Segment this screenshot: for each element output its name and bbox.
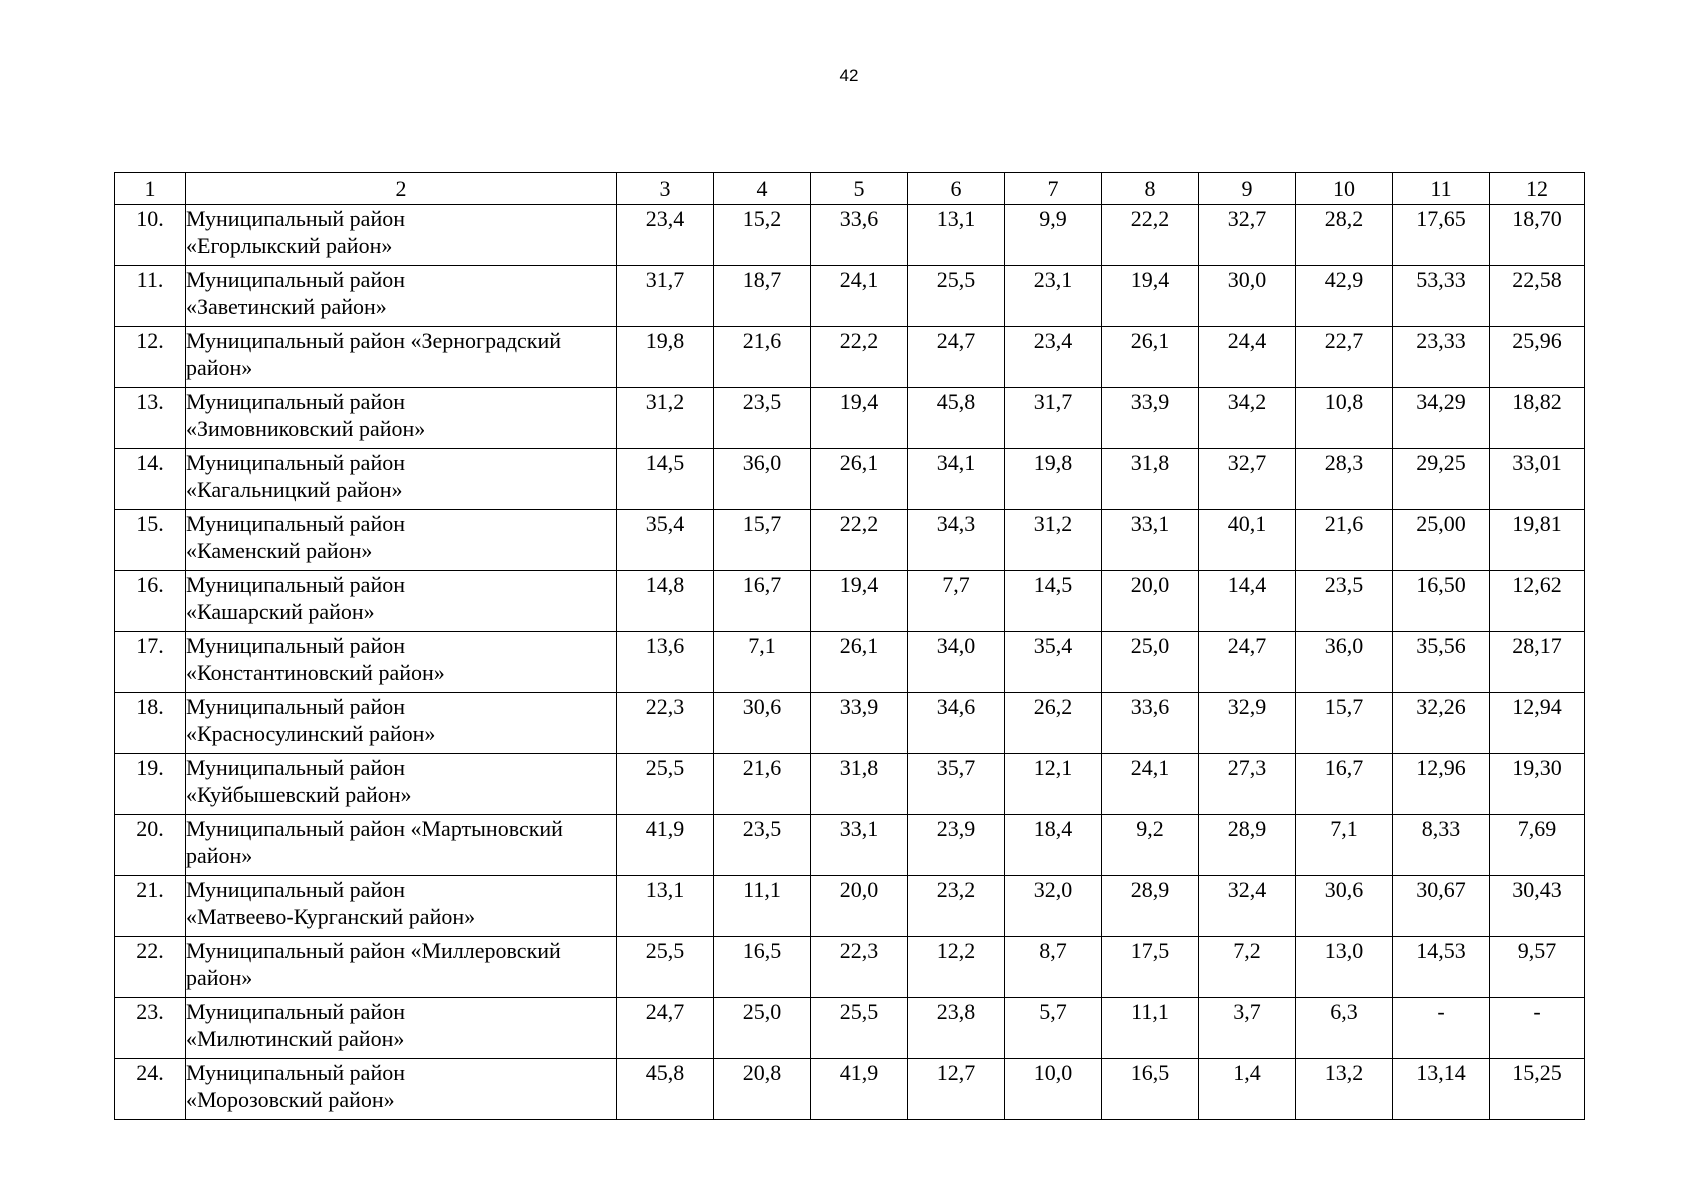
value-cell: 34,29 [1393, 388, 1490, 449]
column-header: 5 [811, 173, 908, 205]
district-name-line: «Матвеево-Курганский район» [186, 904, 476, 929]
value-cell: 36,0 [714, 449, 811, 510]
value-cell: 14,4 [1199, 571, 1296, 632]
district-name-line: «Кашарский район» [186, 599, 375, 624]
value-cell: 20,0 [811, 876, 908, 937]
table-row [115, 266, 1585, 327]
district-name-line: Муниципальный район «Мартыновский [186, 816, 563, 841]
value-cell: 9,57 [1490, 937, 1585, 998]
value-cell: 33,6 [811, 205, 908, 266]
column-header: 7 [1005, 173, 1102, 205]
district-name-line: «Куйбышевский район» [186, 782, 412, 807]
value-cell: 28,3 [1296, 449, 1393, 510]
value-cell: 23,33 [1393, 327, 1490, 388]
value-cell: 13,1 [908, 205, 1005, 266]
district-name [186, 266, 617, 327]
value-cell: 13,0 [1296, 937, 1393, 998]
district-name-line: Муниципальный район [186, 206, 405, 231]
value-cell: 27,3 [1199, 754, 1296, 815]
table-row [115, 632, 1585, 693]
district-name-line: «Егорлыкский район» [186, 233, 393, 258]
value-cell: 28,9 [1199, 815, 1296, 876]
value-cell: 22,7 [1296, 327, 1393, 388]
row-number: 18. [115, 693, 186, 754]
row-number: 14. [115, 449, 186, 510]
value-cell: 33,9 [811, 693, 908, 754]
row-number: 21. [115, 876, 186, 937]
district-name [186, 693, 617, 754]
value-cell: 25,96 [1490, 327, 1585, 388]
value-cell: 32,0 [1005, 876, 1102, 937]
value-cell: 16,5 [714, 937, 811, 998]
district-name-line: Муниципальный район «Зерноградский [186, 328, 562, 353]
value-cell: 16,7 [714, 571, 811, 632]
value-cell: 41,9 [811, 1059, 908, 1120]
value-cell: 21,6 [1296, 510, 1393, 571]
district-name-line: «Морозовский район» [186, 1087, 395, 1112]
table-row [115, 754, 1585, 815]
district-name-line: Муниципальный район [186, 267, 405, 292]
district-name-line: «Красносулинский район» [186, 721, 436, 746]
row-number: 19. [115, 754, 186, 815]
value-cell: 23,9 [908, 815, 1005, 876]
value-cell: 14,8 [617, 571, 714, 632]
value-cell: 25,5 [617, 754, 714, 815]
district-name [186, 510, 617, 571]
value-cell: 7,69 [1490, 815, 1585, 876]
value-cell: 22,2 [811, 510, 908, 571]
district-name-line: район» [186, 965, 253, 990]
value-cell: 12,62 [1490, 571, 1585, 632]
district-name [186, 327, 617, 388]
district-name-line: «Заветинский район» [186, 294, 387, 319]
value-cell: 13,2 [1296, 1059, 1393, 1120]
table-row [115, 693, 1585, 754]
row-number: 11. [115, 266, 186, 327]
value-cell: 12,94 [1490, 693, 1585, 754]
value-cell: 15,2 [714, 205, 811, 266]
column-header: 6 [908, 173, 1005, 205]
value-cell: 24,7 [1199, 632, 1296, 693]
value-cell: 33,1 [811, 815, 908, 876]
column-header: 12 [1490, 173, 1585, 205]
value-cell: 16,7 [1296, 754, 1393, 815]
value-cell: 25,5 [617, 937, 714, 998]
value-cell: 31,8 [811, 754, 908, 815]
value-cell: 8,33 [1393, 815, 1490, 876]
value-cell: 23,8 [908, 998, 1005, 1059]
value-cell: 32,7 [1199, 205, 1296, 266]
value-cell: 29,25 [1393, 449, 1490, 510]
district-name-line: Муниципальный район [186, 1060, 405, 1085]
table-row [115, 876, 1585, 937]
value-cell: 41,9 [617, 815, 714, 876]
district-name [186, 205, 617, 266]
value-cell: 25,00 [1393, 510, 1490, 571]
value-cell: 45,8 [908, 388, 1005, 449]
district-name-line: «Милютинский район» [186, 1026, 405, 1051]
table-body [115, 205, 1585, 1120]
value-cell: 30,6 [1296, 876, 1393, 937]
value-cell: 26,1 [811, 449, 908, 510]
column-header: 1 [115, 173, 186, 205]
district-name [186, 388, 617, 449]
value-cell: 25,0 [1102, 632, 1199, 693]
column-header: 2 [186, 173, 617, 205]
value-cell: 18,4 [1005, 815, 1102, 876]
page-number: 42 [839, 66, 859, 85]
value-cell: 7,1 [714, 632, 811, 693]
value-cell: 26,1 [811, 632, 908, 693]
value-cell: 10,8 [1296, 388, 1393, 449]
row-number: 22. [115, 937, 186, 998]
table-row [115, 205, 1585, 266]
district-name-line: «Константиновский район» [186, 660, 445, 685]
value-cell: 18,82 [1490, 388, 1585, 449]
value-cell: 19,8 [617, 327, 714, 388]
value-cell: 34,1 [908, 449, 1005, 510]
value-cell: 19,8 [1005, 449, 1102, 510]
value-cell: 34,2 [1199, 388, 1296, 449]
value-cell: 45,8 [617, 1059, 714, 1120]
value-cell: 12,7 [908, 1059, 1005, 1120]
value-cell: 35,7 [908, 754, 1005, 815]
value-cell: 16,5 [1102, 1059, 1199, 1120]
district-name-line: «Каменский район» [186, 538, 373, 563]
district-name [186, 571, 617, 632]
value-cell: 24,4 [1199, 327, 1296, 388]
district-name-line: Муниципальный район «Миллеровский [186, 938, 561, 963]
value-cell: 28,9 [1102, 876, 1199, 937]
district-name-line: «Зимовниковский район» [186, 416, 426, 441]
value-cell: 30,43 [1490, 876, 1585, 937]
value-cell: 19,4 [811, 571, 908, 632]
value-cell: 14,53 [1393, 937, 1490, 998]
row-number: 17. [115, 632, 186, 693]
value-cell: 31,7 [617, 266, 714, 327]
value-cell: 10,0 [1005, 1059, 1102, 1120]
district-name-line: Муниципальный район [186, 389, 405, 414]
value-cell: 53,33 [1393, 266, 1490, 327]
value-cell: 22,2 [811, 327, 908, 388]
district-name [186, 937, 617, 998]
district-name-line: Муниципальный район [186, 572, 405, 597]
value-cell: 25,5 [811, 998, 908, 1059]
value-cell: 26,2 [1005, 693, 1102, 754]
value-cell: 33,6 [1102, 693, 1199, 754]
value-cell: 17,5 [1102, 937, 1199, 998]
table-row [115, 937, 1585, 998]
value-cell: 25,5 [908, 266, 1005, 327]
value-cell: 42,9 [1296, 266, 1393, 327]
value-cell: 11,1 [1102, 998, 1199, 1059]
value-cell: 28,2 [1296, 205, 1393, 266]
value-cell: 33,01 [1490, 449, 1585, 510]
value-cell: 34,3 [908, 510, 1005, 571]
value-cell: 36,0 [1296, 632, 1393, 693]
value-cell: - [1490, 998, 1585, 1059]
value-cell: 19,30 [1490, 754, 1585, 815]
district-name-line: Муниципальный район [186, 755, 405, 780]
table-row [115, 388, 1585, 449]
value-cell: 19,4 [1102, 266, 1199, 327]
value-cell: 23,5 [1296, 571, 1393, 632]
district-name-line: Муниципальный район [186, 877, 405, 902]
value-cell: 12,1 [1005, 754, 1102, 815]
value-cell: 22,3 [617, 693, 714, 754]
value-cell: 14,5 [1005, 571, 1102, 632]
value-cell: 9,2 [1102, 815, 1199, 876]
value-cell: 15,7 [1296, 693, 1393, 754]
value-cell: 21,6 [714, 754, 811, 815]
value-cell: 18,7 [714, 266, 811, 327]
district-name [186, 876, 617, 937]
value-cell: 35,4 [1005, 632, 1102, 693]
district-name [186, 632, 617, 693]
value-cell: 32,26 [1393, 693, 1490, 754]
value-cell: 7,1 [1296, 815, 1393, 876]
table-row [115, 1059, 1585, 1120]
value-cell: 24,7 [617, 998, 714, 1059]
value-cell: 33,9 [1102, 388, 1199, 449]
column-header: 3 [617, 173, 714, 205]
district-name-line: Муниципальный район [186, 511, 405, 536]
value-cell: 17,65 [1393, 205, 1490, 266]
table-row [115, 510, 1585, 571]
value-cell: 32,9 [1199, 693, 1296, 754]
district-name-line: «Кагальницкий район» [186, 477, 403, 502]
value-cell: 15,25 [1490, 1059, 1585, 1120]
value-cell: 12,2 [908, 937, 1005, 998]
value-cell: 23,5 [714, 815, 811, 876]
district-name [186, 998, 617, 1059]
value-cell: 18,70 [1490, 205, 1585, 266]
value-cell: 24,1 [1102, 754, 1199, 815]
value-cell: 30,0 [1199, 266, 1296, 327]
value-cell: 31,8 [1102, 449, 1199, 510]
value-cell: - [1393, 998, 1490, 1059]
value-cell: 11,1 [714, 876, 811, 937]
column-header: 10 [1296, 173, 1393, 205]
value-cell: 19,81 [1490, 510, 1585, 571]
value-cell: 24,1 [811, 266, 908, 327]
district-name [186, 1059, 617, 1120]
value-cell: 23,4 [617, 205, 714, 266]
value-cell: 31,2 [1005, 510, 1102, 571]
value-cell: 31,2 [617, 388, 714, 449]
value-cell: 32,4 [1199, 876, 1296, 937]
column-header: 8 [1102, 173, 1199, 205]
district-name-line: Муниципальный район [186, 633, 405, 658]
district-name [186, 754, 617, 815]
value-cell: 22,3 [811, 937, 908, 998]
value-cell: 3,7 [1199, 998, 1296, 1059]
value-cell: 34,6 [908, 693, 1005, 754]
value-cell: 8,7 [1005, 937, 1102, 998]
value-cell: 40,1 [1199, 510, 1296, 571]
value-cell: 20,8 [714, 1059, 811, 1120]
value-cell: 14,5 [617, 449, 714, 510]
row-number: 23. [115, 998, 186, 1059]
value-cell: 13,14 [1393, 1059, 1490, 1120]
column-header: 11 [1393, 173, 1490, 205]
value-cell: 12,96 [1393, 754, 1490, 815]
value-cell: 9,9 [1005, 205, 1102, 266]
value-cell: 7,2 [1199, 937, 1296, 998]
value-cell: 19,4 [811, 388, 908, 449]
value-cell: 23,1 [1005, 266, 1102, 327]
table-row [115, 998, 1585, 1059]
value-cell: 30,6 [714, 693, 811, 754]
value-cell: 6,3 [1296, 998, 1393, 1059]
value-cell: 30,67 [1393, 876, 1490, 937]
value-cell: 16,50 [1393, 571, 1490, 632]
table-row [115, 815, 1585, 876]
value-cell: 35,4 [617, 510, 714, 571]
value-cell: 1,4 [1199, 1059, 1296, 1120]
value-cell: 28,17 [1490, 632, 1585, 693]
value-cell: 32,7 [1199, 449, 1296, 510]
district-name-line: район» [186, 355, 253, 380]
header-row [115, 173, 1585, 205]
value-cell: 24,7 [908, 327, 1005, 388]
value-cell: 21,6 [714, 327, 811, 388]
table-row [115, 449, 1585, 510]
column-header: 4 [714, 173, 811, 205]
value-cell: 20,0 [1102, 571, 1199, 632]
value-cell: 25,0 [714, 998, 811, 1059]
value-cell: 26,1 [1102, 327, 1199, 388]
value-cell: 22,58 [1490, 266, 1585, 327]
value-cell: 5,7 [1005, 998, 1102, 1059]
district-name-line: район» [186, 843, 253, 868]
value-cell: 23,5 [714, 388, 811, 449]
value-cell: 33,1 [1102, 510, 1199, 571]
district-name [186, 449, 617, 510]
value-cell: 13,6 [617, 632, 714, 693]
value-cell: 23,2 [908, 876, 1005, 937]
table-row [115, 327, 1585, 388]
row-number: 12. [115, 327, 186, 388]
district-name-line: Муниципальный район [186, 694, 405, 719]
value-cell: 7,7 [908, 571, 1005, 632]
value-cell: 34,0 [908, 632, 1005, 693]
value-cell: 35,56 [1393, 632, 1490, 693]
district-name-line: Муниципальный район [186, 450, 405, 475]
row-number: 20. [115, 815, 186, 876]
district-name [186, 815, 617, 876]
value-cell: 15,7 [714, 510, 811, 571]
row-number: 10. [115, 205, 186, 266]
value-cell: 23,4 [1005, 327, 1102, 388]
data-table [114, 172, 1585, 1120]
row-number: 24. [115, 1059, 186, 1120]
row-number: 15. [115, 510, 186, 571]
row-number: 16. [115, 571, 186, 632]
row-number: 13. [115, 388, 186, 449]
value-cell: 22,2 [1102, 205, 1199, 266]
district-name-line: Муниципальный район [186, 999, 405, 1024]
value-cell: 13,1 [617, 876, 714, 937]
table-row [115, 571, 1585, 632]
column-header: 9 [1199, 173, 1296, 205]
value-cell: 31,7 [1005, 388, 1102, 449]
